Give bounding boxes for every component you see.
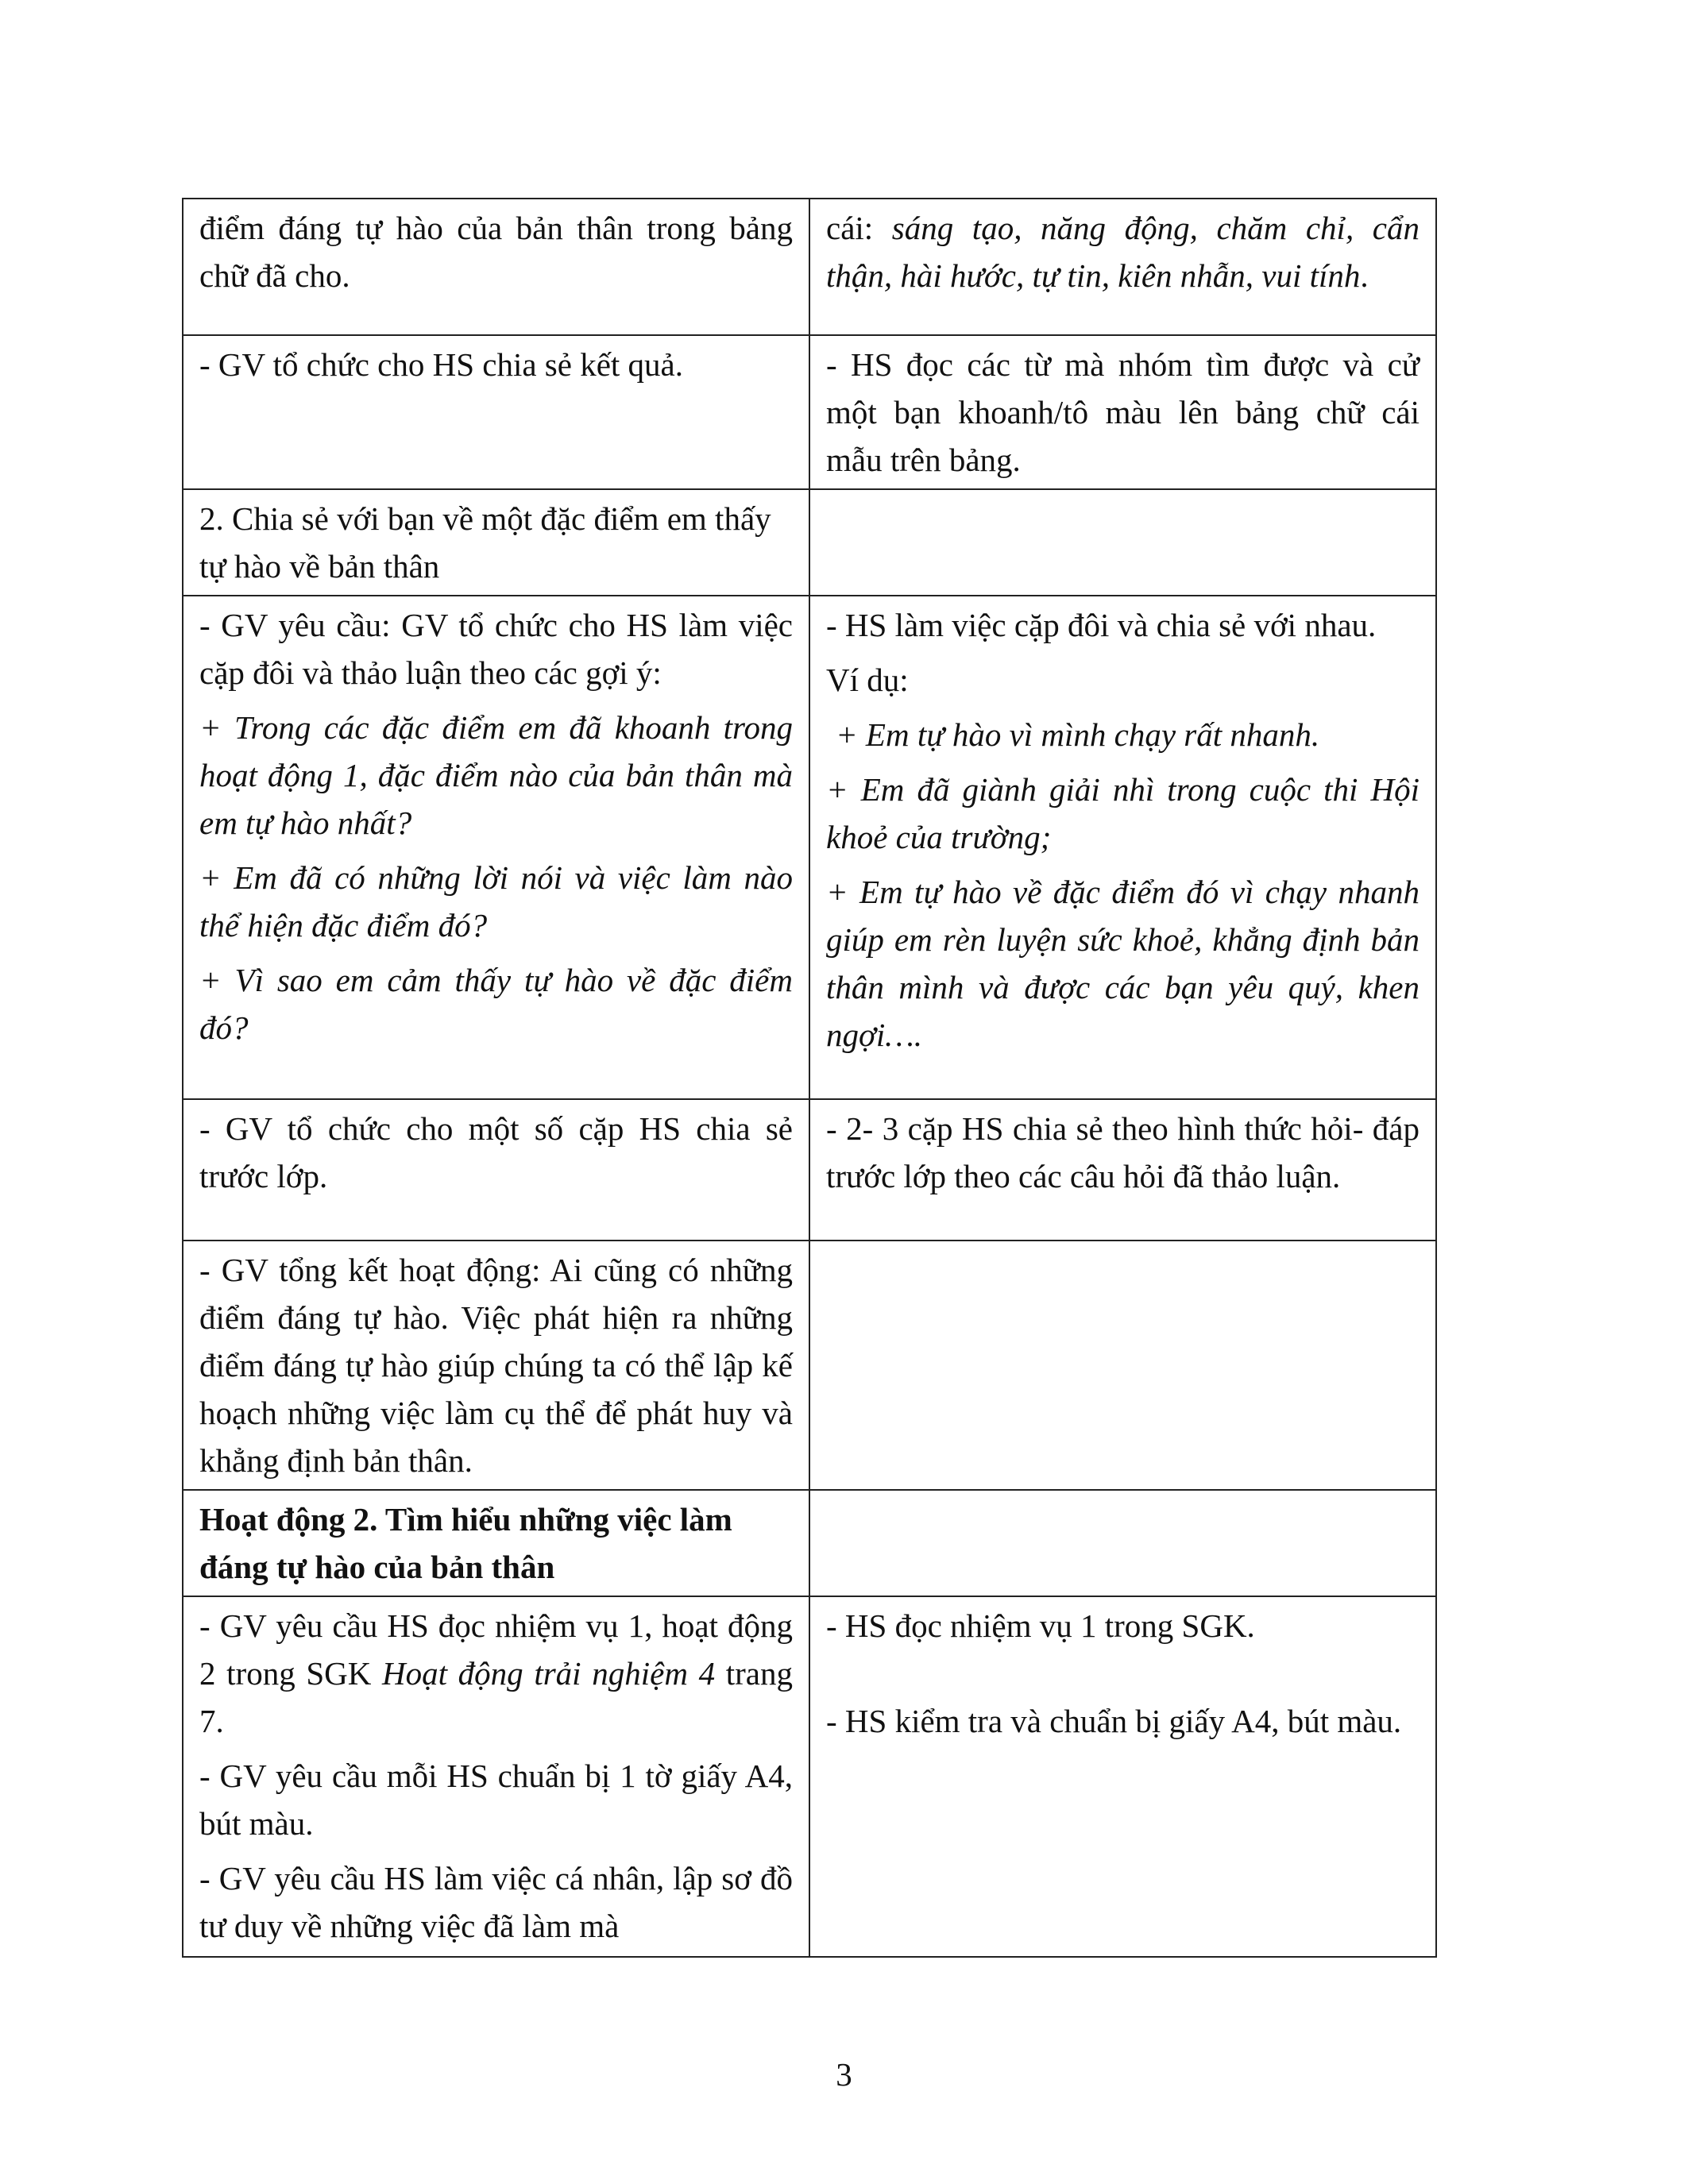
activity-heading: Hoạt động 2. Tìm hiểu những việc làm đáng tự hào của bản thân xyxy=(199,1501,732,1585)
italic-word-list: sáng tạo, năng động, chăm chỉ, cẩn thận, hài hước, tự tin, kiên nhẫn, vui tính xyxy=(826,210,1420,294)
teacher-cell xyxy=(183,1099,809,1241)
example-answer xyxy=(826,868,1420,1059)
prompt-question xyxy=(199,956,793,1051)
table-row xyxy=(183,1596,1436,1957)
teacher-cell xyxy=(183,1490,809,1596)
text-span: trang 7. xyxy=(199,1655,793,1739)
page-number: 3 xyxy=(836,2056,852,2093)
cell-text: điểm đáng tự hào của bản thân trong bảng chữ đã cho. xyxy=(199,210,793,294)
cell-text: - GV tổng kết hoạt động: Ai cũng có những điểm đáng tự hào. Việc phát hiện ra những điểm đáng tự hào giúp chúng ta có thể lập kế hoạch những việc làm cụ thể để phát huy và khẳng định bản thân. xyxy=(199,1252,793,1479)
book-title: Hoạt động trải nghiệm 4 xyxy=(382,1655,716,1692)
prompt-question xyxy=(199,854,793,949)
italic-text: + Em đã có những lời nói và việc làm nào thể hiện đặc điểm đó? xyxy=(199,859,793,943)
student-cell xyxy=(809,489,1436,596)
table-row xyxy=(183,199,1436,335)
student-cell xyxy=(809,1241,1436,1490)
student-cell xyxy=(809,596,1436,1099)
teacher-cell xyxy=(183,489,809,596)
table-row xyxy=(183,1241,1436,1490)
table-row xyxy=(183,596,1436,1099)
cell-text: - GV tổ chức cho một số cặp HS chia sẻ trước lớp. xyxy=(199,1110,793,1194)
student-cell xyxy=(809,1596,1436,1957)
teacher-cell xyxy=(183,596,809,1099)
teacher-cell xyxy=(183,335,809,489)
student-cell xyxy=(809,199,1436,335)
section-heading: 2. Chia sẻ với bạn về một đặc điểm em thấy tự hào về bản thân xyxy=(199,500,771,585)
cell-text: - GV yêu cầu: GV tổ chức cho HS làm việc cặp đôi và thảo luận theo các gợi ý: xyxy=(199,607,793,691)
student-cell xyxy=(809,1490,1436,1596)
cell-text: - GV tổ chức cho HS chia sẻ kết quả. xyxy=(199,346,683,383)
italic-text: + Trong các đặc điểm em đã khoanh trong hoạt động 1, đặc điểm nào của bản thân mà em tự hào nhất? xyxy=(199,709,793,841)
cell-text: - GV yêu cầu HS làm việc cá nhân, lập sơ đồ tư duy về những việc đã làm mà xyxy=(199,1860,793,1944)
italic-text: + Em tự hào về đặc điểm đó vì chạy nhanh giúp em rèn luyện sức khoẻ, khẳng định bản thân mình và được các bạn yêu quý, khen ngợi…. xyxy=(826,874,1420,1053)
italic-text: + Em đã giành giải nhì trong cuộc thi Hội khoẻ của trường; xyxy=(826,771,1420,855)
italic-text: + Vì sao em cảm thấy tự hào về đặc điểm đó? xyxy=(199,962,793,1046)
prompt-question xyxy=(199,704,793,847)
student-cell xyxy=(809,1099,1436,1241)
text-span: cái: xyxy=(826,210,892,246)
text-span: . xyxy=(1360,257,1369,294)
cell-text: - HS đọc nhiệm vụ 1 trong SGK. xyxy=(826,1607,1255,1644)
example-answer xyxy=(826,711,1420,758)
teacher-cell xyxy=(183,1596,809,1957)
italic-text: + Em tự hào vì mình chạy rất nhanh. xyxy=(836,716,1320,753)
student-cell xyxy=(809,335,1436,489)
table-row xyxy=(183,1099,1436,1241)
lesson-plan-table xyxy=(182,198,1437,1958)
table-row xyxy=(183,335,1436,489)
table-row xyxy=(183,1490,1436,1596)
cell-text: - GV yêu cầu mỗi HS chuẩn bị 1 tờ giấy A4, bút màu. xyxy=(199,1758,793,1842)
table-row xyxy=(183,489,1436,596)
example-answer xyxy=(826,766,1420,861)
cell-text: - HS làm việc cặp đôi và chia sẻ với nhau. xyxy=(826,607,1377,643)
teacher-cell xyxy=(183,199,809,335)
cell-text: - HS kiểm tra và chuẩn bị giấy A4, bút màu. xyxy=(826,1703,1402,1739)
cell-text xyxy=(199,1602,793,1745)
text-span: - GV yêu cầu HS đọc nhiệm vụ 1, hoạt động 2 trong SGK xyxy=(199,1607,793,1692)
cell-text xyxy=(826,204,1420,299)
cell-text: - HS đọc các từ mà nhóm tìm được và cử một bạn khoanh/tô màu lên bảng chữ cái mẫu trên bảng. xyxy=(826,346,1420,478)
teacher-cell xyxy=(183,1241,809,1490)
cell-text: Ví dụ: xyxy=(826,662,909,698)
cell-text: - 2- 3 cặp HS chia sẻ theo hình thức hỏi- đáp trước lớp theo các câu hỏi đã thảo luận. xyxy=(826,1110,1420,1194)
